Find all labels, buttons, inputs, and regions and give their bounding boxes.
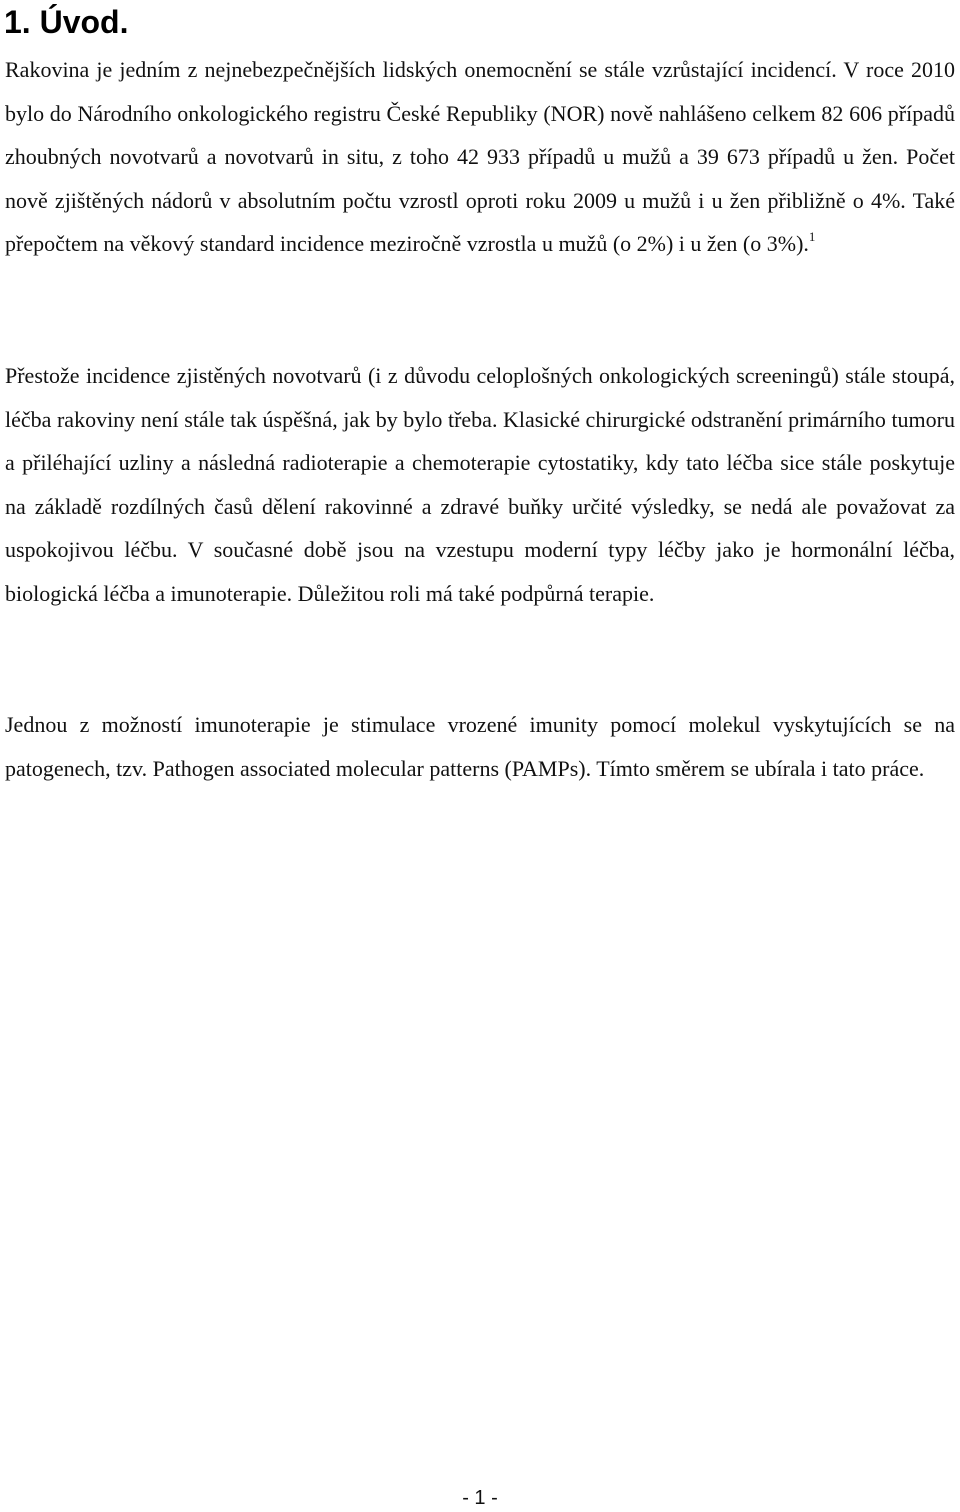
paragraph-immunotherapy [5, 703, 955, 790]
paragraph-text: Přestože incidence zjistěných novotvarů (i z důvodu celoplošných onkologických screeningů) stále stoupá, léčba rakoviny není stále tak úspěšná, jak by bylo třeba. Klasické chirurgické odstranění primárního tumoru a přiléhající uzliny a následná radioterapie a chemoterapie cytostatiky, kdy tato léčba sice stále poskytuje na základě rozdílných časů dělení rakovinné a zdravé buňky určité výsledky, se nedá ale považovat za uspokojivou léčbu. V současné době jsou na vzestupu moderní typy léčby jako je hormonální léčba, biologická léčba a imunoterapie. Důležitou roli má také podpůrná terapie. [5, 363, 955, 606]
paragraph-incidence [5, 48, 955, 266]
page-number: - 1 - [462, 1487, 498, 1509]
footnote-reference[interactable]: 1 [808, 228, 816, 244]
section-heading: 1. Úvod. [4, 4, 129, 40]
paragraph-text: Jednou z možností imunoterapie je stimulace vrozené imunity pomocí molekul vyskytujících se na patogenech, tzv. Pathogen associated molecular patterns (PAMPs). Tímto směrem se ubírala i tato práce. [5, 712, 955, 781]
paragraph-text: Rakovina je jedním z nejnebezpečnějších lidských onemocnění se stále vzrůstající incidencí. V roce 2010 bylo do Národního onkologického registru České Republiky (NOR) nově nahlášeno celkem 82 606 případů zhoubných novotvarů a novotvarů in situ, z toho 42 933 případů u mužů a 39 673 případů u žen. Počet nově zjištěných nádorů v absolutním počtu vzrostl oproti roku 2009 u mužů i u žen přibližně o 4%. Také přepočtem na věkový standard incidence meziročně vzrostla u mužů (o 2%) i u žen (o 3%). [5, 57, 955, 256]
paragraph-treatment [5, 354, 955, 615]
